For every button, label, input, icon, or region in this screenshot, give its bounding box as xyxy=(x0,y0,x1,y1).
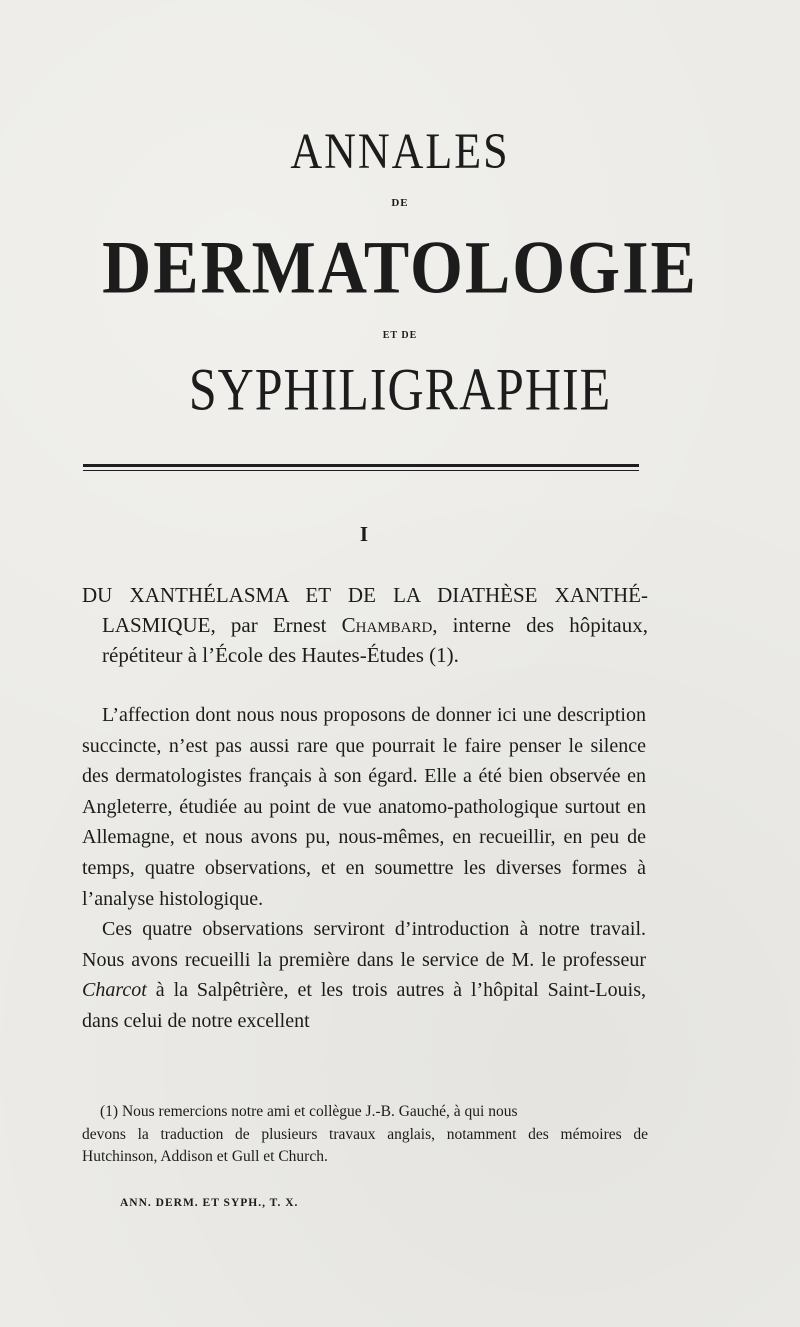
footnote-line-1: (1) Nous remercions notre ami et collègue J.-B. Gauché, à qui nous xyxy=(100,1103,518,1120)
body-paragraph-1: L’affection dont nous nous proposons de donner ici une description succincte, n’est pas aussi rare que pourrait le faire penser le silence des dermatologistes français à son égard. Elle a été bien observée en Angleterre, étudiée au point de vue anatomo-pathologique surtout en Allemagne, et nous avons pu, nous-mêmes, en recueillir, en peu de temps, quatre observations, et en soumettre les diverses formes à l’analyse histologique. xyxy=(82,704,646,910)
body-paragraph-2-end: à la Salpêtrière, et les trois autres à l’hôpital Saint-Louis, dans celui de notre excellent xyxy=(82,979,646,1032)
divider-thick xyxy=(83,464,639,467)
journal-title-dermatologie: DERMATOLOGIE xyxy=(102,225,698,309)
footnote xyxy=(82,1101,648,1169)
journal-title-syphiligraphie: SYPHILIGRAPHIE xyxy=(188,355,612,423)
article-title-line-2 xyxy=(82,610,648,640)
section-number: I xyxy=(359,522,369,546)
article-title xyxy=(82,580,648,670)
body-paragraph-2-start: Ces quatre observations serviront d’introduction à notre travail. Nous avons recueilli la première dans le service de M. le professeur xyxy=(82,918,646,971)
article-title-line-1: DU XANTHÉLASMA ET DE LA DIATHÈSE XANTHÉ- xyxy=(82,583,648,607)
divider-thin xyxy=(83,470,639,471)
journal-title-annales: ANNALES xyxy=(290,123,510,180)
journal-title-de: DE xyxy=(391,197,409,209)
article-title-line-2-start: LASMIQUE, par Ernest xyxy=(102,613,342,637)
footnote-line-2: devons la traduction de plusieurs travaux anglais, notamment des xyxy=(82,1125,549,1143)
article-title-line-3: répétiteur à l’École des Hautes-Études (1). xyxy=(102,643,459,667)
professor-name: Charcot xyxy=(82,979,147,1002)
body-paragraph-2 xyxy=(82,914,646,1036)
body-text xyxy=(82,700,646,1037)
printer-signature: ANN. DERM. ET SYPH., T. X. xyxy=(120,1197,299,1209)
journal-title-et-de: ET DE xyxy=(382,330,418,341)
footnote-line-3: mémoires de Hutchinson, Addison et Gull et Church. xyxy=(82,1125,648,1165)
author-surname: Chambard xyxy=(341,613,433,637)
article-title-line-2-end: , interne des hôpitaux, xyxy=(432,613,648,637)
